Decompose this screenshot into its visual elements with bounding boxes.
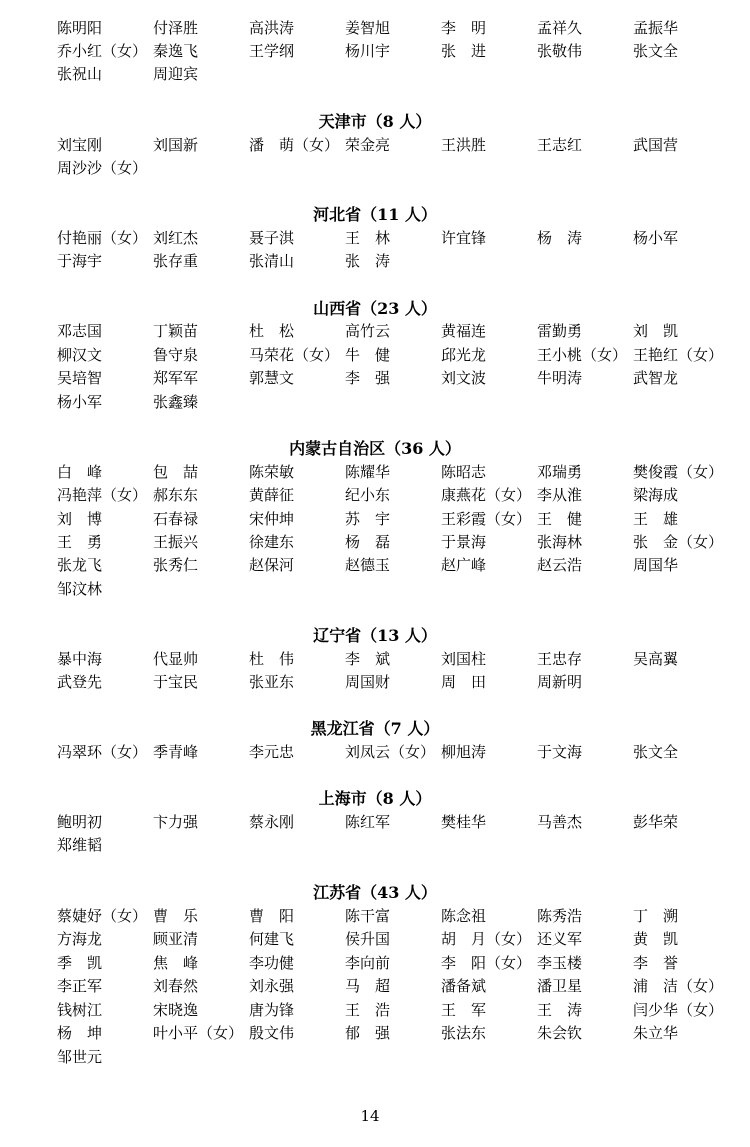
- person-name: 柳汉文: [57, 346, 103, 364]
- person-name: 白 峰: [57, 463, 103, 481]
- person-name: 李 斌: [345, 650, 391, 668]
- name-row: [57, 461, 737, 483]
- person-name: 周沙沙（女）: [57, 159, 148, 177]
- person-name: 李正军: [57, 977, 103, 995]
- person-name: 王学纲: [249, 42, 295, 60]
- section-heading: 黑龙江省（7 人）: [310, 719, 440, 738]
- person-name: 武国营: [633, 136, 679, 154]
- person-name: 蔡婕妤（女）: [57, 907, 148, 925]
- person-name: 鲍明初: [57, 813, 103, 831]
- person-name: 于文海: [537, 743, 583, 761]
- person-name: 包 喆: [153, 463, 199, 481]
- person-name: 朱立华: [633, 1024, 679, 1042]
- name-row: [57, 999, 737, 1021]
- name-row: [57, 1022, 737, 1044]
- person-name: 孟祥久: [537, 19, 583, 37]
- person-name: 刘国新: [153, 136, 199, 154]
- person-name: 赵云浩: [537, 556, 583, 574]
- person-name: 马善杰: [537, 813, 583, 831]
- person-name: 陈念祖: [441, 907, 487, 925]
- person-name: 王 健: [537, 510, 583, 528]
- person-name: 郭慧文: [249, 369, 295, 387]
- person-name: 李 强: [345, 369, 391, 387]
- person-name: 季 凯: [57, 954, 103, 972]
- person-name: 石春禄: [153, 510, 199, 528]
- person-name: 王 浩: [345, 1001, 391, 1019]
- name-row: [57, 952, 737, 974]
- person-name: 刘凤云（女）: [345, 743, 436, 761]
- section-heading: 辽宁省（13 人）: [313, 626, 437, 645]
- name-row: [57, 928, 737, 950]
- person-name: 梁海成: [633, 486, 679, 504]
- person-name: 何建飞: [249, 930, 295, 948]
- person-name: 钱树江: [57, 1001, 103, 1019]
- person-name: 刘红杰: [153, 229, 199, 247]
- person-name: 杨 磊: [345, 533, 391, 551]
- person-name: 杜 伟: [249, 650, 295, 668]
- person-name: 陈干富: [345, 907, 391, 925]
- person-name: 邹世元: [57, 1048, 103, 1066]
- person-name: 周新明: [537, 673, 583, 691]
- person-name: 于景海: [441, 533, 487, 551]
- name-row: [57, 63, 737, 85]
- person-name: 张海林: [537, 533, 583, 551]
- person-name: 宋仲坤: [249, 510, 295, 528]
- person-name: 刘春然: [153, 977, 199, 995]
- person-name: 浦 洁（女）: [633, 977, 724, 995]
- person-name: 殷文伟: [249, 1024, 295, 1042]
- person-name: 曹 乐: [153, 907, 199, 925]
- person-name: 潘卫星: [537, 977, 583, 995]
- person-name: 周迎宾: [153, 65, 199, 83]
- person-name: 付泽胜: [153, 19, 199, 37]
- person-name: 潘 萌（女）: [249, 136, 340, 154]
- person-name: 冯艳萍（女）: [57, 486, 148, 504]
- person-name: 陈昭志: [441, 463, 487, 481]
- name-row: [57, 975, 737, 997]
- person-name: 张 金（女）: [633, 533, 724, 551]
- person-name: 赵德玉: [345, 556, 391, 574]
- name-row: [57, 648, 737, 670]
- person-name: 樊俊霞（女）: [633, 463, 724, 481]
- person-name: 乔小红（女）: [57, 42, 148, 60]
- person-name: 于海宇: [57, 252, 103, 270]
- person-name: 付艳丽（女）: [57, 229, 148, 247]
- person-name: 王 军: [441, 1001, 487, 1019]
- name-row: [57, 741, 737, 763]
- person-name: 纪小东: [345, 486, 391, 504]
- person-name: 焦 峰: [153, 954, 199, 972]
- person-name: 杨川宇: [345, 42, 391, 60]
- person-name: 唐为锋: [249, 1001, 295, 1019]
- person-name: 陈秀浩: [537, 907, 583, 925]
- person-name: 武智龙: [633, 369, 679, 387]
- person-name: 潘备斌: [441, 977, 487, 995]
- person-name: 柳旭涛: [441, 743, 487, 761]
- person-name: 陈红军: [345, 813, 391, 831]
- name-row: [57, 905, 737, 927]
- person-name: 康燕花（女）: [441, 486, 532, 504]
- person-name: 张 进: [441, 42, 487, 60]
- person-name: 宋晓逸: [153, 1001, 199, 1019]
- person-name: 张敬伟: [537, 42, 583, 60]
- person-name: 刘文波: [441, 369, 487, 387]
- person-name: 刘宝刚: [57, 136, 103, 154]
- person-name: 陈荣敏: [249, 463, 295, 481]
- person-name: 聂子淇: [249, 229, 295, 247]
- person-name: 陈耀华: [345, 463, 391, 481]
- person-name: 季青峰: [153, 743, 199, 761]
- person-name: 王 雄: [633, 510, 679, 528]
- section-heading: 河北省（11 人）: [313, 205, 437, 224]
- person-name: 张 涛: [345, 252, 391, 270]
- person-name: 秦逸飞: [153, 42, 199, 60]
- person-name: 杨小军: [57, 393, 103, 411]
- person-name: 周 田: [441, 673, 487, 691]
- name-row: [57, 367, 737, 389]
- person-name: 张存重: [153, 252, 199, 270]
- name-row: [57, 391, 737, 413]
- person-name: 孟振华: [633, 19, 679, 37]
- person-name: 李玉楼: [537, 954, 583, 972]
- person-name: 王振兴: [153, 533, 199, 551]
- person-name: 郁 强: [345, 1024, 391, 1042]
- name-row: [57, 40, 737, 62]
- person-name: 李从淮: [537, 486, 583, 504]
- person-name: 邓志国: [57, 322, 103, 340]
- person-name: 刘 凯: [633, 322, 679, 340]
- name-row: [57, 157, 737, 179]
- person-name: 刘 博: [57, 510, 103, 528]
- person-name: 李功健: [249, 954, 295, 972]
- section-heading: 江苏省（43 人）: [313, 883, 437, 902]
- section-heading: 上海市（8 人）: [318, 789, 432, 808]
- person-name: 邹汶林: [57, 580, 103, 598]
- name-row: [57, 1046, 737, 1068]
- name-row: [57, 484, 737, 506]
- person-name: 叶小平（女）: [153, 1024, 244, 1042]
- person-name: 赵保河: [249, 556, 295, 574]
- person-name: 彭华荣: [633, 813, 679, 831]
- name-row: [57, 671, 737, 693]
- person-name: 张清山: [249, 252, 295, 270]
- person-name: 闫少华（女）: [633, 1001, 724, 1019]
- person-name: 武登先: [57, 673, 103, 691]
- name-row: [57, 578, 737, 600]
- person-name: 马荣花（女）: [249, 346, 340, 364]
- person-name: 李 誉: [633, 954, 679, 972]
- person-name: 黄薛征: [249, 486, 295, 504]
- person-name: 王洪胜: [441, 136, 487, 154]
- person-name: 李元忠: [249, 743, 295, 761]
- person-name: 刘永强: [249, 977, 295, 995]
- person-name: 郝东东: [153, 486, 199, 504]
- person-name: 暴中海: [57, 650, 103, 668]
- name-row: [57, 250, 737, 272]
- person-name: 杨 涛: [537, 229, 583, 247]
- person-name: 陈明阳: [57, 19, 103, 37]
- person-name: 蔡永刚: [249, 813, 295, 831]
- name-row: [57, 531, 737, 553]
- name-row: [57, 554, 737, 576]
- person-name: 方海龙: [57, 930, 103, 948]
- name-row: [57, 227, 737, 249]
- person-name: 徐建东: [249, 533, 295, 551]
- person-name: 王艳红（女）: [633, 346, 724, 364]
- person-name: 张秀仁: [153, 556, 199, 574]
- name-row: [57, 344, 737, 366]
- person-name: 王 勇: [57, 533, 103, 551]
- person-name: 李向前: [345, 954, 391, 972]
- person-name: 于宝民: [153, 673, 199, 691]
- name-row: [57, 320, 737, 342]
- name-row: [57, 17, 737, 39]
- person-name: 胡 月（女）: [441, 930, 532, 948]
- person-name: 吴培智: [57, 369, 103, 387]
- person-name: 卞力强: [153, 813, 199, 831]
- person-name: 赵广峰: [441, 556, 487, 574]
- person-name: 还义军: [537, 930, 583, 948]
- name-row: [57, 134, 737, 156]
- person-name: 杨小军: [633, 229, 679, 247]
- person-name: 苏 宇: [345, 510, 391, 528]
- person-name: 姜智旭: [345, 19, 391, 37]
- person-name: 高竹云: [345, 322, 391, 340]
- person-name: 侯升国: [345, 930, 391, 948]
- page-number: 14: [360, 1107, 380, 1125]
- section-heading: 天津市（8 人）: [318, 112, 432, 131]
- person-name: 王彩霞（女）: [441, 510, 532, 528]
- name-row: [57, 811, 737, 833]
- person-name: 张文全: [633, 42, 679, 60]
- person-name: 张法东: [441, 1024, 487, 1042]
- person-name: 郑维韬: [57, 836, 103, 854]
- person-name: 李 阳（女）: [441, 954, 532, 972]
- person-name: 杨 坤: [57, 1024, 103, 1042]
- person-name: 王 林: [345, 229, 391, 247]
- person-name: 牛 健: [345, 346, 391, 364]
- person-name: 牛明涛: [537, 369, 583, 387]
- person-name: 郑军军: [153, 369, 199, 387]
- person-name: 吴高翼: [633, 650, 679, 668]
- person-name: 王忠存: [537, 650, 583, 668]
- person-name: 张鑫臻: [153, 393, 199, 411]
- person-name: 王志红: [537, 136, 583, 154]
- person-name: 丁 溯: [633, 907, 679, 925]
- person-name: 雷勤勇: [537, 322, 583, 340]
- person-name: 张文全: [633, 743, 679, 761]
- person-name: 周国华: [633, 556, 679, 574]
- person-name: 杜 松: [249, 322, 295, 340]
- person-name: 王小桃（女）: [537, 346, 628, 364]
- person-name: 张龙飞: [57, 556, 103, 574]
- person-name: 顾亚清: [153, 930, 199, 948]
- person-name: 黄福连: [441, 322, 487, 340]
- person-name: 朱会钦: [537, 1024, 583, 1042]
- person-name: 邱光龙: [441, 346, 487, 364]
- person-name: 荣金亮: [345, 136, 391, 154]
- person-name: 张亚东: [249, 673, 295, 691]
- person-name: 代显帅: [153, 650, 199, 668]
- person-name: 王 涛: [537, 1001, 583, 1019]
- person-name: 李 明: [441, 19, 487, 37]
- person-name: 张祝山: [57, 65, 103, 83]
- person-name: 鲁守泉: [153, 346, 199, 364]
- person-name: 周国财: [345, 673, 391, 691]
- person-name: 黄 凯: [633, 930, 679, 948]
- name-row: [57, 508, 737, 530]
- person-name: 丁颖苗: [153, 322, 199, 340]
- section-heading: 山西省（23 人）: [313, 299, 437, 318]
- person-name: 高洪涛: [249, 19, 295, 37]
- person-name: 许宜锋: [441, 229, 487, 247]
- person-name: 曹 阳: [249, 907, 295, 925]
- name-row: [57, 834, 737, 856]
- person-name: 刘国柱: [441, 650, 487, 668]
- section-heading: 内蒙古自治区（36 人）: [289, 439, 461, 458]
- person-name: 邓瑞勇: [537, 463, 583, 481]
- person-name: 冯翠环（女）: [57, 743, 148, 761]
- person-name: 马 超: [345, 977, 391, 995]
- person-name: 樊桂华: [441, 813, 487, 831]
